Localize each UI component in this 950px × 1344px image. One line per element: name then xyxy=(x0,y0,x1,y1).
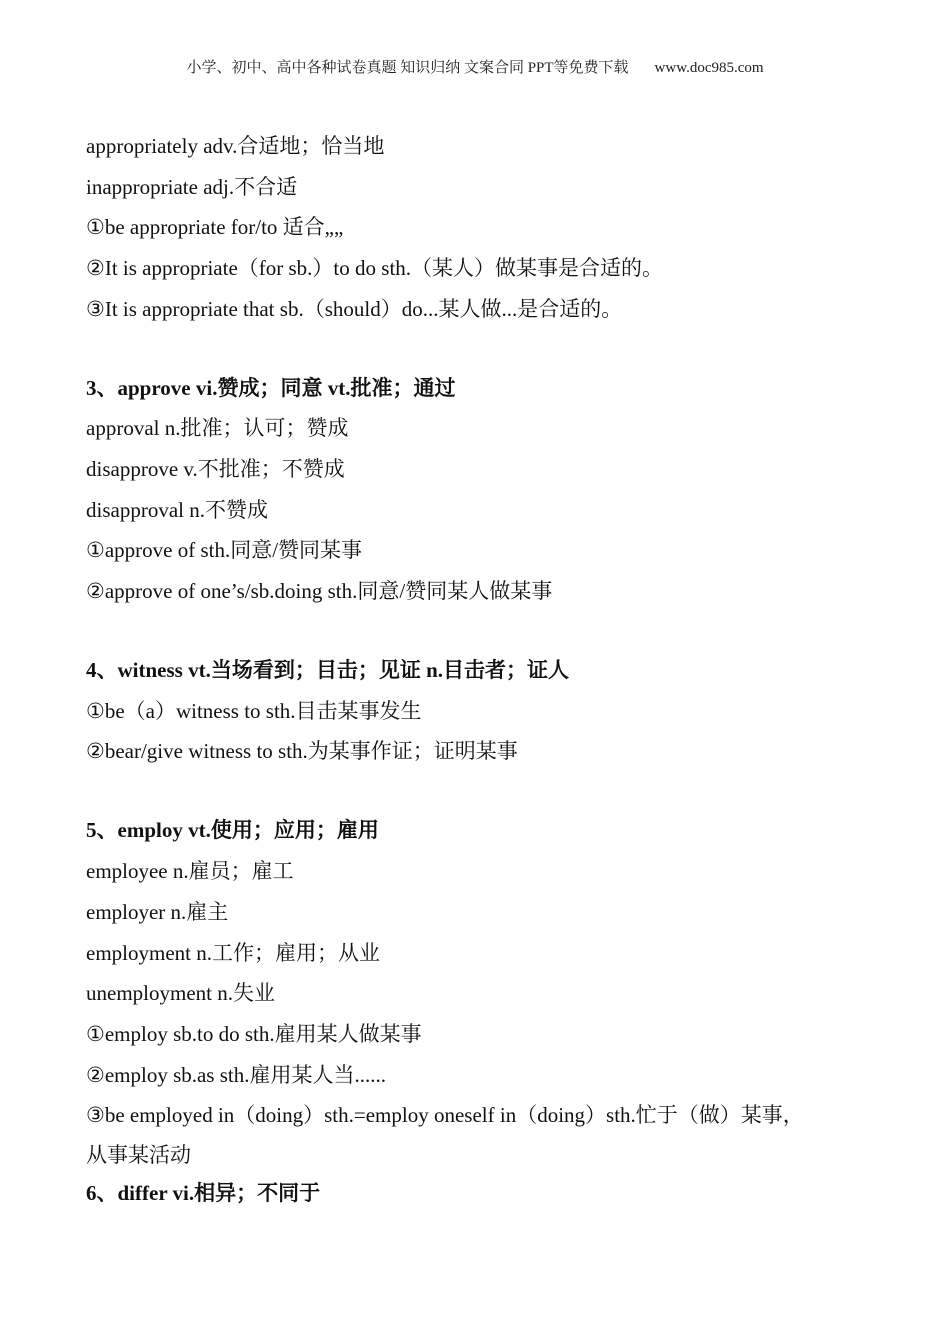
page-header xyxy=(0,56,950,77)
entry-line: unemployment n.失业 xyxy=(86,981,275,1005)
entry-line: ①be appropriate for/to 适合„„ xyxy=(86,215,344,239)
header-site: www.doc985.com xyxy=(654,60,764,76)
entry-line: employer n.雇主 xyxy=(86,900,229,924)
entry-line: employment n.工作；雇用；从业 xyxy=(86,941,380,965)
entry-line: ①be（a）witness to sth.目击某事发生 xyxy=(86,699,422,723)
section-heading-approve: 3、approve vi.赞成；同意 vt.批准；通过 xyxy=(86,376,456,400)
entry-line: ①approve of sth.同意/赞同某事 xyxy=(86,538,363,562)
entry-line: disapprove v.不批准；不赞成 xyxy=(86,457,345,481)
entry-line: ①employ sb.to do sth.雇用某人做某事 xyxy=(86,1022,422,1046)
entry-line: ②It is appropriate（for sb.）to do sth.（某人）做某事是合适的。 xyxy=(86,256,664,280)
entry-line: ③be employed in（doing）sth.=employ oneself in（doing）sth.忙于（做）某事， xyxy=(86,1103,804,1127)
entry-line: disapproval n.不赞成 xyxy=(86,498,268,522)
entry-line: ②bear/give witness to sth.为某事作证；证明某事 xyxy=(86,739,518,763)
entry-line: approval n.批准；认可；赞成 xyxy=(86,416,349,440)
section-heading-witness: 4、witness vt.当场看到；目击；见证 n.目击者；证人 xyxy=(86,658,570,682)
header-text: 小学、初中、高中各种试卷真题 知识归纳 文案合同 PPT等免费下载 xyxy=(186,60,629,76)
section-heading-employ: 5、employ vt.使用；应用；雇用 xyxy=(86,818,379,842)
section-heading-differ: 6、differ vi.相异；不同于 xyxy=(86,1181,321,1205)
entry-line: 从事某活动 xyxy=(86,1143,191,1167)
entry-line: ②approve of one’s/sb.doing sth.同意/赞同某人做某事 xyxy=(86,579,553,603)
entry-line: employee n.雇员；雇工 xyxy=(86,859,294,883)
entry-line: appropriately adv.合适地；恰当地 xyxy=(86,134,385,158)
entry-line: inappropriate adj.不合适 xyxy=(86,175,298,199)
entry-line: ③It is appropriate that sb.（should）do...某人做...是合适的。 xyxy=(86,297,623,321)
entry-line: ②employ sb.as sth.雇用某人当...... xyxy=(86,1063,386,1087)
